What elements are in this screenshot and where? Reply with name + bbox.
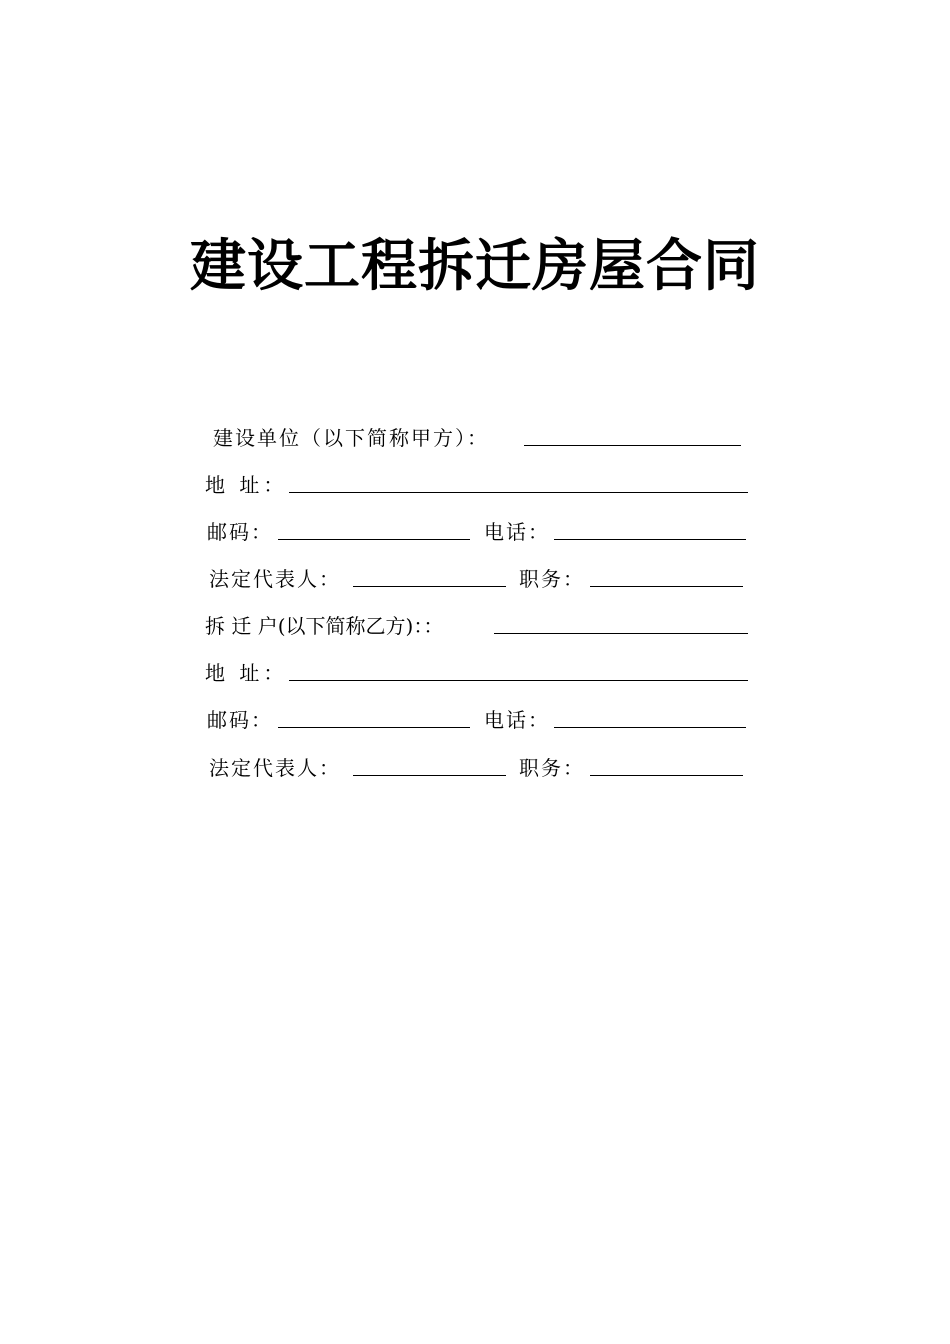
party-a-postcode-label: 邮码： xyxy=(207,520,273,544)
party-a-phone-label: 电话： xyxy=(484,520,550,544)
party-b-postcode-field[interactable] xyxy=(278,727,470,728)
party-a-contact-row xyxy=(207,517,752,547)
party-b-position-field[interactable] xyxy=(590,775,743,776)
party-a-address-row xyxy=(205,470,750,500)
party-a-postcode-field[interactable] xyxy=(278,539,470,540)
party-b-address-row xyxy=(205,658,750,688)
party-a-representative-row xyxy=(209,564,749,594)
party-a-representative-label: 法定代表人： xyxy=(209,567,341,591)
party-b-contact-row xyxy=(207,705,752,735)
party-b-unit-label: 拆 迁 户(以下简称乙方)：： xyxy=(205,614,444,638)
party-a-representative-field[interactable] xyxy=(353,586,506,587)
party-a-unit-row xyxy=(213,423,743,453)
party-b-unit-field[interactable] xyxy=(494,633,748,634)
party-b-representative-field[interactable] xyxy=(353,775,506,776)
document-title: 建设工程拆迁房屋合同 xyxy=(190,234,760,299)
party-b-phone-field[interactable] xyxy=(554,727,746,728)
party-b-address-label: 地 址： xyxy=(205,661,288,685)
party-a-unit-field[interactable] xyxy=(524,445,741,446)
party-a-address-label: 地 址： xyxy=(205,473,288,497)
party-b-unit-row xyxy=(205,611,750,641)
party-a-address-field[interactable] xyxy=(289,492,748,493)
party-a-position-label: 职务： xyxy=(519,567,585,591)
party-b-position-label: 职务： xyxy=(519,756,585,780)
party-a-unit-label: 建设单位（以下简称甲方）： xyxy=(213,426,489,450)
party-b-representative-label: 法定代表人： xyxy=(209,756,341,780)
party-a-phone-field[interactable] xyxy=(554,539,746,540)
party-b-postcode-label: 邮码： xyxy=(207,708,273,732)
party-b-address-field[interactable] xyxy=(289,680,748,681)
party-a-position-field[interactable] xyxy=(590,586,743,587)
party-b-phone-label: 电话： xyxy=(484,708,550,732)
party-b-representative-row xyxy=(209,753,749,783)
